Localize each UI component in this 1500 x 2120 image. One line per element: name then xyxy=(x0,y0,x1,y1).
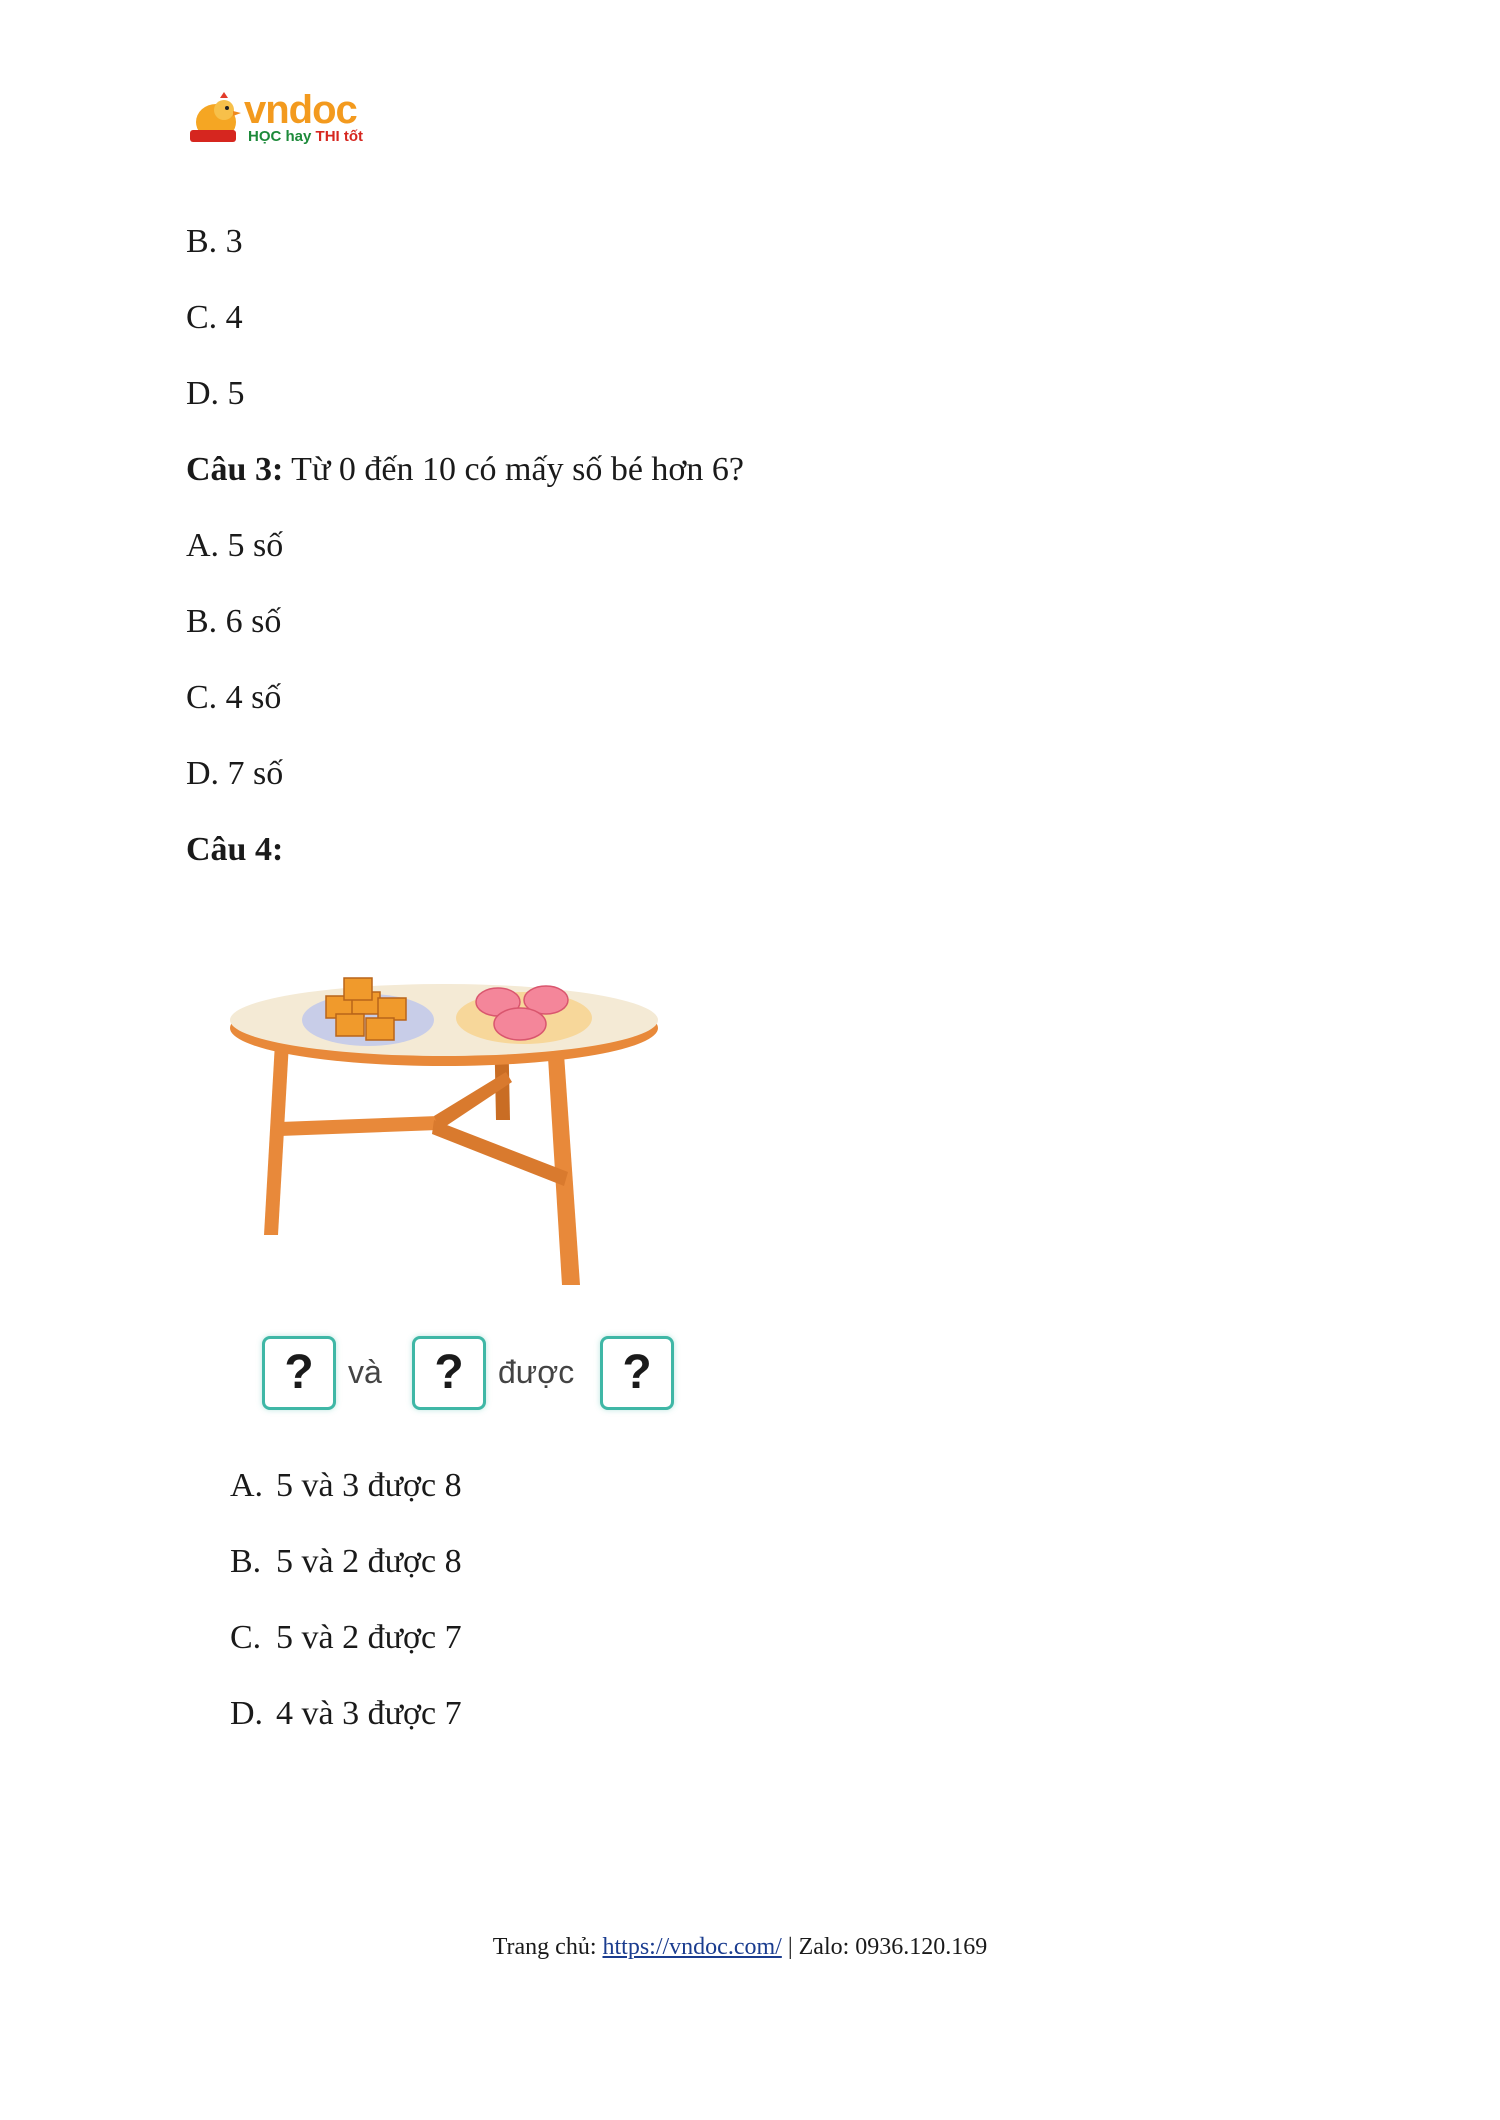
table-brace-right xyxy=(432,1120,568,1186)
word-duoc: được xyxy=(498,1354,575,1390)
logo-tagline-right: THI tốt xyxy=(315,128,364,145)
q4-option-a-letter: A. xyxy=(230,1467,264,1504)
q3-option-a: A. 5 số xyxy=(186,527,284,564)
word-va: và xyxy=(348,1354,382,1390)
q3-option-b: B. 6 số xyxy=(186,603,282,640)
q4-option-c-text: 5 và 2 được 7 xyxy=(276,1619,462,1656)
logo-brand: vndoc xyxy=(244,88,357,132)
blank-box-2: ? xyxy=(412,1336,486,1410)
q4-option-b-letter: B. xyxy=(230,1543,262,1580)
prev-option-b: B. 3 xyxy=(186,223,243,260)
question-3-label: Câu 3: xyxy=(186,451,284,488)
answer-template-row xyxy=(240,1320,700,1420)
table-leg-right xyxy=(546,1025,580,1285)
q4-option-c-letter: C. xyxy=(230,1619,262,1656)
page-footer xyxy=(0,1934,1480,1961)
footer-suffix: | Zalo: 0936.120.169 xyxy=(781,1934,988,1960)
q4-option-b-text: 5 và 2 được 8 xyxy=(276,1543,462,1580)
prev-option-c: C. 4 xyxy=(186,299,243,336)
q4-option-d xyxy=(230,1694,462,1734)
logo-tagline-left: HỌC hay xyxy=(248,128,312,145)
table-brace-left xyxy=(280,1116,438,1136)
tabletop xyxy=(230,984,658,1056)
q4-option-a-text: 5 và 3 được 8 xyxy=(276,1467,462,1504)
q4-option-b xyxy=(230,1542,462,1582)
vndoc-logo[interactable] xyxy=(186,88,386,152)
q3-option-d: D. 7 số xyxy=(186,755,284,792)
q4-option-d-text: 4 và 3 được 7 xyxy=(276,1695,462,1732)
q4-option-d-letter: D. xyxy=(230,1695,264,1732)
chicken-mascot-icon xyxy=(186,92,244,148)
question-4-label: Câu 4: xyxy=(186,831,284,868)
footer-prefix: Trang chủ: xyxy=(492,1934,603,1960)
q4-option-c xyxy=(230,1618,462,1658)
footer-home-link[interactable]: https://vndoc.com/ xyxy=(602,1934,782,1960)
blank-box-3: ? xyxy=(600,1336,674,1410)
logo-tagline xyxy=(248,128,363,145)
blank-box-1: ? xyxy=(262,1336,336,1410)
prev-option-d: D. 5 xyxy=(186,375,245,412)
q4-option-a xyxy=(230,1466,462,1506)
q3-option-c: C. 4 số xyxy=(186,679,282,716)
table-with-cakes-illustration xyxy=(228,940,668,1290)
question-3 xyxy=(186,450,744,490)
question-3-text: Từ 0 đến 10 có mấy số bé hơn 6? xyxy=(283,451,744,488)
